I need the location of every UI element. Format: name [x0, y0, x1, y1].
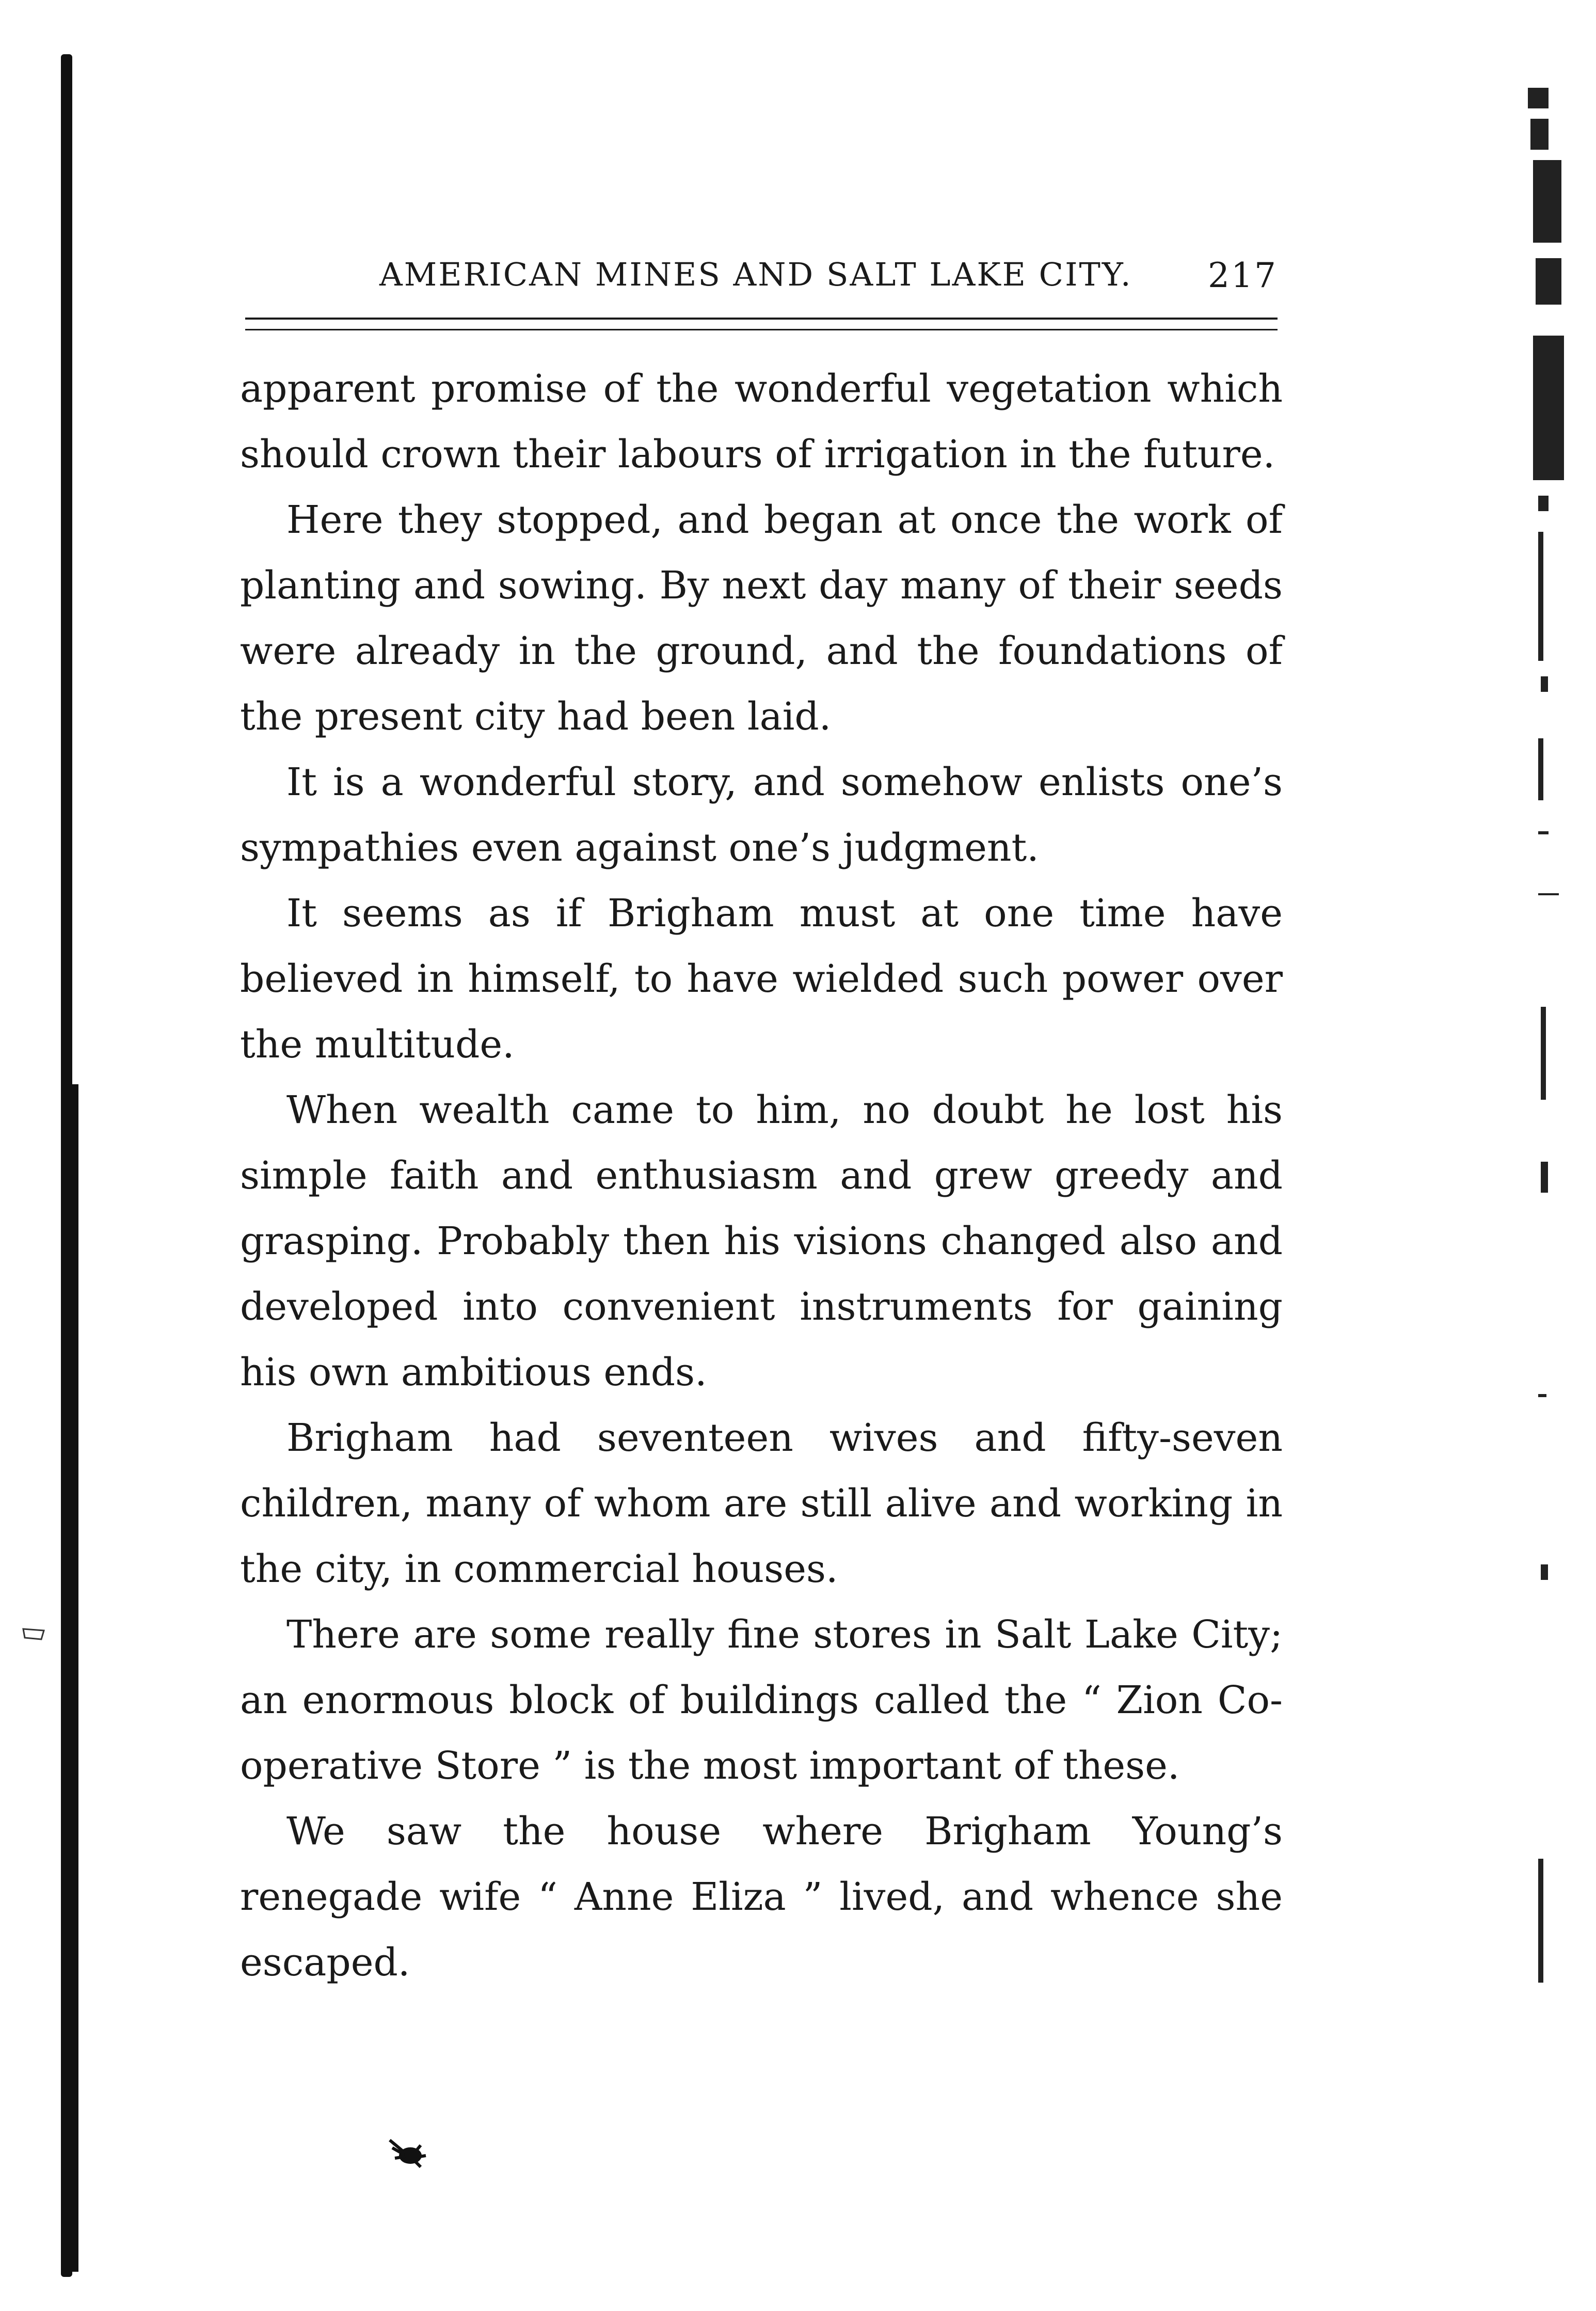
paragraph: We saw the house where Brigham Young’s renegade wife “ Anne Eliza ” lived, and whence she escaped.	[240, 1809, 1283, 1985]
paragraph: There are some really fine stores in Salt Lake City; an enormous block of buildings called the “ Zion Co-operative Store ” is the most important of these.	[240, 1612, 1283, 1788]
page-number: 217	[1208, 256, 1278, 295]
paragraph: Here they stopped, and began at once the work of planting and sowing. By next day many of their seeds were already in the ground, and the foundations of the present city had been laid.	[240, 498, 1283, 739]
paragraph: apparent promise of the wonderful vegetation which should crown their labours of irrigation in the future.	[240, 367, 1283, 477]
binding-edge-shadow	[61, 54, 72, 2277]
header-rule-top	[245, 318, 1278, 320]
paragraph: It is a wonderful story, and somehow enlists one’s sympathies even against one’s judgment.	[240, 760, 1283, 870]
scan-noise-strip	[1518, 77, 1579, 2246]
paragraph: Brigham had seventeen wives and fifty-seven children, many of whom are still alive and working in the city, in commercial houses.	[240, 1416, 1283, 1591]
binding-edge-shadow-inner	[71, 1084, 78, 2272]
header-rule-bottom	[245, 329, 1278, 330]
running-title: AMERICAN MINES AND SALT LAKE CITY.	[379, 256, 1132, 293]
running-header	[379, 256, 1278, 297]
margin-mark-icon	[21, 1626, 46, 1642]
paragraph: When wealth came to him, no doubt he lost his simple faith and enthusiasm and grew greedy and grasping. Probably then his visions changed also and developed into convenient instruments for gaining his own ambitious ends.	[240, 1088, 1283, 1395]
body-text	[240, 356, 1283, 1996]
paragraph: It seems as if Brigham must at one time have believed in himself, to have wielded such power over the multitude.	[240, 891, 1283, 1067]
printer-ornament-icon	[385, 2130, 431, 2176]
